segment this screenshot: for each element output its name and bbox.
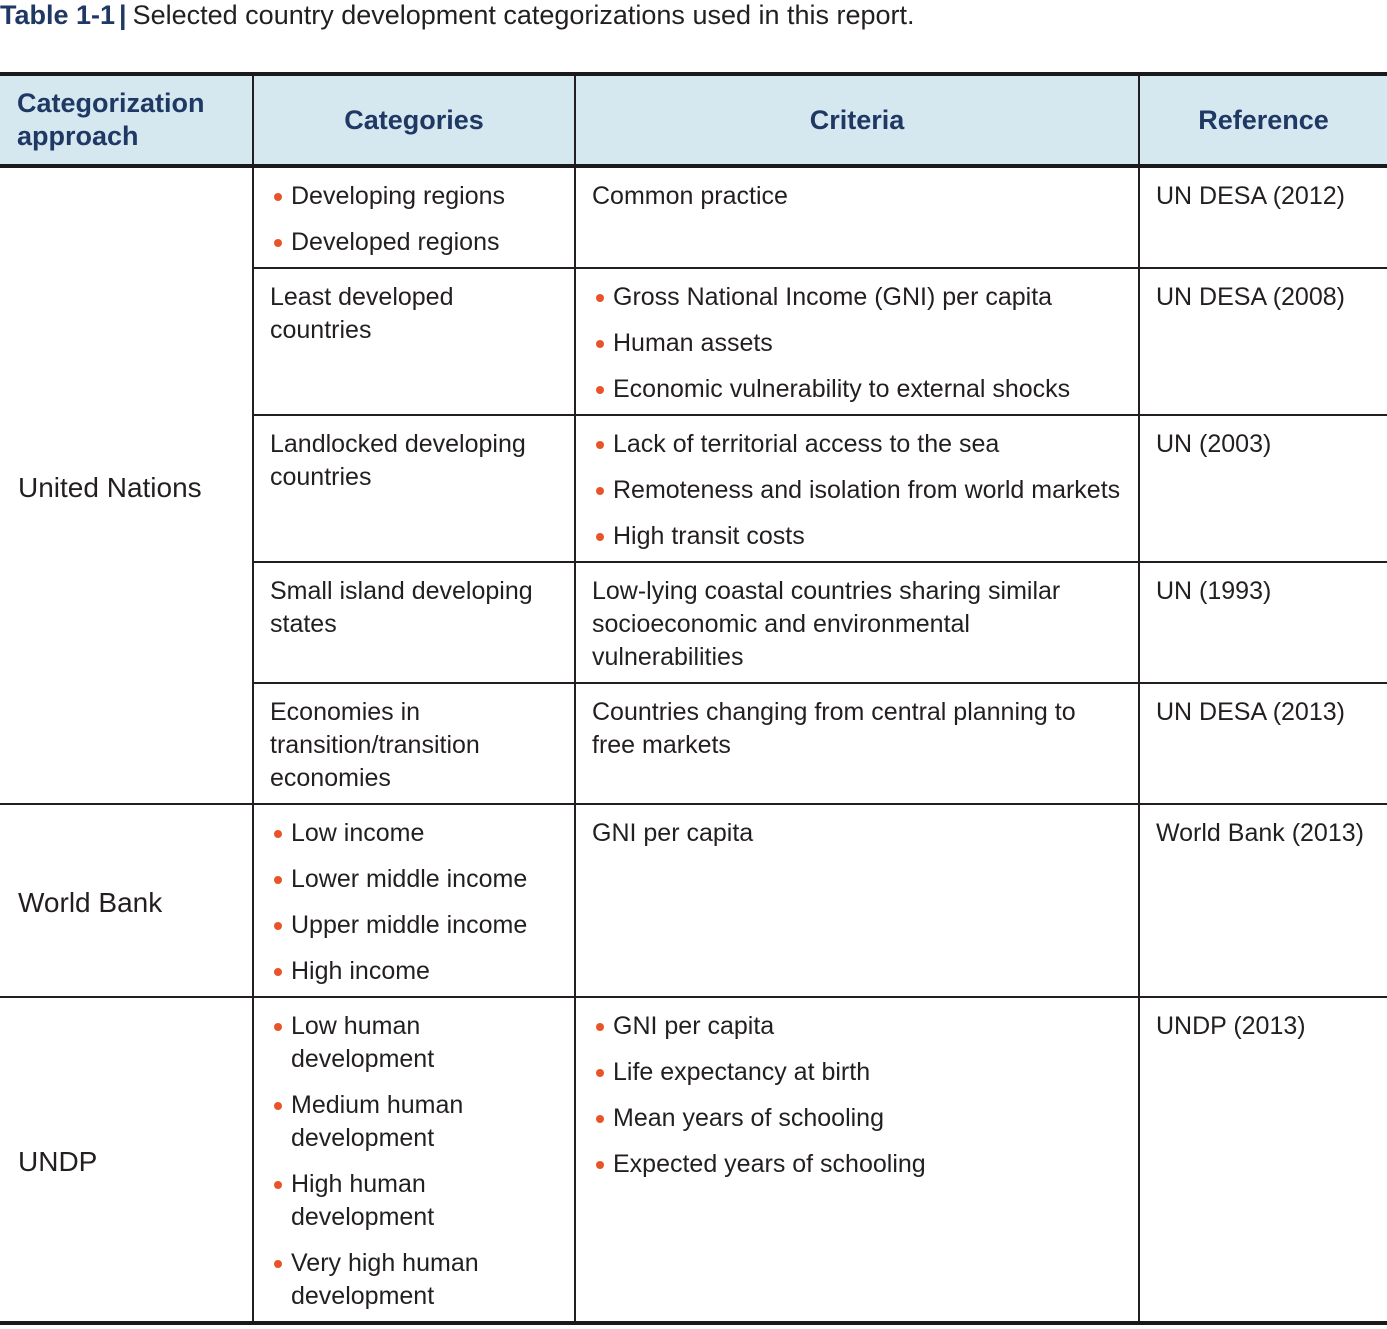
categorization-table — [0, 72, 1387, 1325]
bullet-icon — [596, 441, 604, 449]
bullet-list — [270, 1010, 558, 1313]
list-item — [592, 1102, 1122, 1135]
bullet-icon — [274, 830, 282, 838]
reference-cell: UN DESA (2012) — [1139, 166, 1387, 268]
list-item — [592, 1056, 1122, 1089]
column-header: Categorization approach — [0, 74, 253, 166]
list-item — [592, 1010, 1122, 1043]
bullet-icon — [274, 239, 282, 247]
categories-cell — [253, 804, 575, 997]
bullet-icon — [596, 1115, 604, 1123]
list-item — [592, 281, 1122, 314]
caption-text: Selected country development categorizations used in this report. — [132, 0, 915, 30]
bullet-icon — [274, 922, 282, 930]
list-item — [270, 180, 558, 213]
list-item — [270, 1010, 558, 1076]
list-item-text: Lower middle income — [291, 865, 528, 893]
list-item — [592, 428, 1122, 461]
approach-cell: World Bank — [0, 804, 253, 997]
reference-cell: UNDP (2013) — [1139, 997, 1387, 1323]
table-body — [0, 166, 1387, 1323]
table-container — [0, 72, 1387, 1325]
bullet-icon — [274, 1023, 282, 1031]
list-item — [270, 1168, 558, 1234]
approach-cell: United Nations — [0, 166, 253, 804]
list-item-text: High transit costs — [613, 522, 805, 550]
bullet-icon — [274, 193, 282, 201]
categories-cell: Small island developing states — [253, 562, 575, 683]
list-item — [270, 817, 558, 850]
bullet-icon — [274, 968, 282, 976]
reference-cell: UN DESA (2013) — [1139, 683, 1387, 804]
criteria-cell — [575, 268, 1139, 415]
criteria-cell — [575, 997, 1139, 1323]
list-item-text: Economic vulnerability to external shocks — [613, 375, 1071, 403]
list-item — [270, 863, 558, 896]
table-caption — [0, 0, 915, 34]
list-item-text: Upper middle income — [291, 911, 528, 939]
bullet-list — [592, 428, 1122, 553]
list-item — [270, 226, 558, 259]
criteria-cell: Countries changing from central planning to free markets — [575, 683, 1139, 804]
list-item-text: Developed regions — [291, 228, 500, 256]
list-item — [592, 474, 1122, 507]
list-item-text: Gross National Income (GNI) per capita — [613, 283, 1053, 311]
bullet-icon — [596, 1069, 604, 1077]
list-item-text: Very high human development — [291, 1249, 479, 1310]
approach-cell: UNDP — [0, 997, 253, 1323]
table-row — [0, 997, 1387, 1323]
list-item-text: Medium human development — [291, 1091, 464, 1152]
header-row — [0, 74, 1387, 166]
caption-label: Table 1-1 — [0, 0, 116, 30]
table-row — [0, 804, 1387, 997]
list-item — [592, 1148, 1122, 1181]
categories-cell: Least developed countries — [253, 268, 575, 415]
list-item-text: Developing regions — [291, 182, 506, 210]
table-header — [0, 74, 1387, 166]
bullet-icon — [274, 1181, 282, 1189]
list-item — [270, 1089, 558, 1155]
list-item-text: Life expectancy at birth — [613, 1058, 871, 1086]
bullet-list — [270, 817, 558, 988]
list-item-text: Remoteness and isolation from world markets — [613, 476, 1121, 504]
list-item — [270, 955, 558, 988]
bullet-icon — [596, 533, 604, 541]
reference-cell: UN (2003) — [1139, 415, 1387, 562]
list-item-text: High human development — [291, 1170, 435, 1231]
bullet-icon — [596, 340, 604, 348]
bullet-icon — [274, 876, 282, 884]
caption-separator: | — [119, 0, 127, 30]
bullet-icon — [596, 1161, 604, 1169]
list-item-text: Human assets — [613, 329, 773, 357]
categories-cell — [253, 166, 575, 268]
table-row — [0, 166, 1387, 268]
bullet-icon — [274, 1260, 282, 1268]
reference-cell: UN DESA (2008) — [1139, 268, 1387, 415]
categories-cell: Economies in transition/transition economies — [253, 683, 575, 804]
list-item-text: Expected years of schooling — [613, 1150, 926, 1178]
list-item-text: Low income — [291, 819, 425, 847]
criteria-cell: Common practice — [575, 166, 1139, 268]
list-item-text: Mean years of schooling — [613, 1104, 884, 1132]
reference-cell: UN (1993) — [1139, 562, 1387, 683]
bullet-icon — [274, 1102, 282, 1110]
categories-cell: Landlocked developing countries — [253, 415, 575, 562]
list-item — [592, 520, 1122, 553]
bullet-list — [592, 1010, 1122, 1181]
bullet-list — [592, 281, 1122, 406]
list-item — [270, 909, 558, 942]
list-item — [592, 327, 1122, 360]
criteria-cell: Low-lying coastal countries sharing similar socioeconomic and environmental vulnerabilities — [575, 562, 1139, 683]
bullet-icon — [596, 294, 604, 302]
list-item-text: Lack of territorial access to the sea — [613, 430, 1000, 458]
column-header: Categories — [253, 74, 575, 166]
column-header: Criteria — [575, 74, 1139, 166]
bullet-icon — [596, 386, 604, 394]
list-item — [592, 373, 1122, 406]
bullet-icon — [596, 1023, 604, 1031]
list-item-text: GNI per capita — [613, 1012, 775, 1040]
list-item-text: Low human development — [291, 1012, 435, 1073]
bullet-list — [270, 180, 558, 259]
categories-cell — [253, 997, 575, 1323]
column-header: Reference — [1139, 74, 1387, 166]
bullet-icon — [596, 487, 604, 495]
list-item-text: High income — [291, 957, 430, 985]
criteria-cell — [575, 415, 1139, 562]
list-item — [270, 1247, 558, 1313]
reference-cell: World Bank (2013) — [1139, 804, 1387, 997]
criteria-cell: GNI per capita — [575, 804, 1139, 997]
